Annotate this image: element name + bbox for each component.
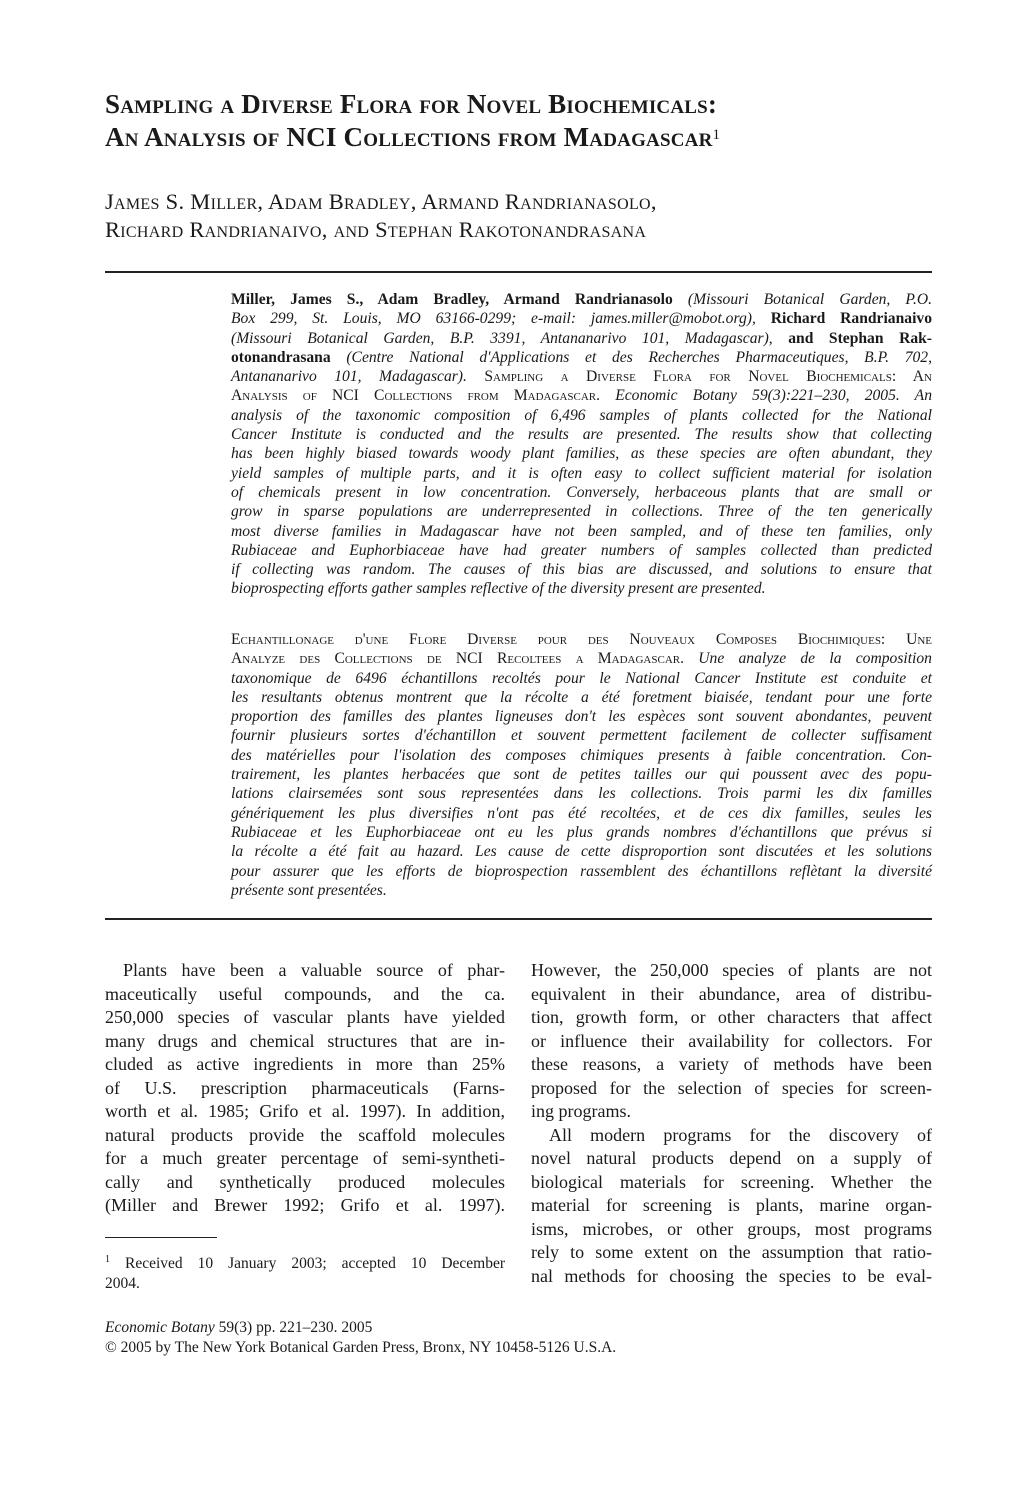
- title-line-2: An Analysis of NCI Collections from Madagascar$^1$: [105, 122, 721, 152]
- title-line-1: Sampling a Diverse Flora for Novel Biochemicals:: [105, 89, 718, 119]
- body-line: cluded as active ingredients in more than 25%: [105, 1054, 505, 1074]
- footnote-divider: [105, 1237, 217, 1238]
- body-line: maceutically useful compounds, and the ca.: [105, 983, 505, 1004]
- abstract-line: [231, 367, 932, 386]
- footnote: [105, 1250, 505, 1293]
- article-title: [105, 88, 720, 154]
- footnote-mark: 1: [105, 1254, 110, 1265]
- text-run: if collecting was random. The causes of this bias are discussed, and solutions to ensure that: [231, 561, 932, 579]
- abstract-line: [231, 746, 932, 765]
- text-run: (Missouri Botanical Garden, P.O.: [687, 291, 933, 308]
- text-run: Sampling a Diverse Flora for Novel Biochemicals: An: [484, 368, 932, 386]
- body-line: All modern programs for the discovery of: [549, 1124, 932, 1145]
- abstract-french: [231, 630, 932, 900]
- abstract-line: [231, 560, 932, 579]
- abstract-line: [231, 862, 932, 881]
- text-run: Echantillonage d'une Flore Diverse pour des Nouveaux Composes Biochimiques: Une: [231, 631, 932, 648]
- text-run: most diverse families in Madagascar have not been sampled, and of these ten families, only: [231, 522, 932, 540]
- body-line: for a much greater percentage of semi-syntheti-: [105, 1148, 505, 1168]
- abstract-line: [231, 823, 932, 842]
- text-run: proportion des familles des plantes ligneuses don't les espèces sont souvent abondantes, peuvent: [231, 708, 932, 726]
- abstract-line: [231, 309, 932, 328]
- copyright-notice: © 2005 by The New York Botanical Garden Press, Bronx, NY 10458-5126 U.S.A.: [105, 1338, 617, 1356]
- text-run: has been highly biased towards woody plant families, as these species are often abundant, they: [231, 445, 932, 463]
- abstract-english: [231, 290, 932, 599]
- authors-line-2: Richard Randrianaivo, and Stephan Rakotonandrasana: [105, 217, 647, 242]
- citation-detail: 59(3) pp. 221–230. 2005: [214, 1319, 373, 1336]
- authors-line-1: James S. Miller, Adam Bradley, Armand Randrianasolo,: [105, 189, 657, 214]
- abstract-line: [231, 765, 932, 784]
- body-line: worth et al. 1985; Grifo et al. 1997). In addition,: [105, 1101, 505, 1121]
- text-run: des matérielles pour l'isolation des composes chimiques presents à faible concentration. Con-: [231, 746, 932, 764]
- text-run: Rubiaceae and Euphorbiaceae have had greater numbers of samples collected than predicted: [231, 541, 932, 559]
- text-run: of chemicals present in low concentration. Conversely, herbaceous plants that are small or: [231, 483, 932, 501]
- body-line: these reasons, a variety of methods have been: [531, 1054, 932, 1074]
- body-line: of U.S. prescription pharmaceuticals (Farns-: [105, 1077, 505, 1098]
- abstract-line: [231, 707, 932, 726]
- text-run: analysis of the taxonomic composition of 6,496 samples of plants collected for the National: [231, 406, 932, 424]
- page-footer: [105, 1318, 616, 1357]
- abstract-line: [231, 881, 932, 900]
- author-list: [105, 188, 657, 244]
- text-run: Miller, James S., Adam Bradley, Armand Randrianasolo: [231, 291, 688, 308]
- abstract-line: [231, 444, 932, 463]
- body-line: (Miller and Brewer 1992; Grifo et al. 1997).: [105, 1195, 505, 1215]
- body-paragraph: [531, 1124, 932, 1289]
- body-line: biological materials for screening. Whether the: [531, 1171, 932, 1192]
- text-run: Box 299, St. Louis, MO 63166-0299; e-mail: james.miller@mobot.org),: [231, 310, 771, 328]
- text-run: génériquement les plus diversifies n'ont pas été recoltées, et de ces dix familles, seules les: [231, 804, 932, 822]
- text-run: yield samples of multiple parts, and it is often easy to collect sufficient material for isolation: [231, 464, 932, 482]
- text-run: taxonomique de 6496 échantillons recoltés pour le National Cancer Institute est conduite et: [231, 669, 932, 687]
- body-line: equivalent in their abundance, area of distribu-: [531, 983, 932, 1004]
- abstract-line: [231, 688, 932, 707]
- journal-name: Economic Botany: [105, 1319, 215, 1336]
- body-column-left: [105, 959, 505, 1218]
- body-paragraph: [531, 959, 932, 1124]
- abstract-line: [231, 329, 932, 348]
- abstract-line: [231, 726, 932, 745]
- footnote-line-1: [105, 1250, 505, 1274]
- abstract-line: [231, 425, 932, 444]
- body-column-right: [531, 959, 932, 1288]
- body-paragraph: [105, 959, 505, 1218]
- abstract-line: [231, 804, 932, 823]
- text-run: Economic Botany 59(3):221–230, 2005. An: [615, 387, 932, 405]
- abstract-line: [231, 502, 932, 521]
- abstract-line: [231, 784, 932, 803]
- text-run: trairement, les plantes herbacées que sont de petites tailles our qui poussent avec des popu-: [231, 766, 932, 784]
- abstract-line: [231, 630, 932, 649]
- abstract-line: [231, 464, 932, 483]
- body-line: nal methods for choosing the species to be eval-: [531, 1265, 932, 1286]
- body-line: novel natural products depend on a supply of: [531, 1148, 932, 1168]
- text-run: and Stephan Rak-: [788, 329, 932, 347]
- abstract-line: [231, 842, 932, 861]
- body-line: cally and synthetically produced molecules: [105, 1171, 505, 1192]
- text-run: Richard Randrianaivo: [770, 310, 932, 328]
- abstract-line: [231, 522, 932, 541]
- abstract-line: [231, 386, 932, 405]
- text-run: (Centre National d'Applications et des Recherches Pharmaceutiques, B.P. 702,: [346, 348, 932, 366]
- abstract-line: [231, 669, 932, 688]
- body-line: 250,000 species of vascular plants have yielded: [105, 1007, 505, 1027]
- abstract-line: [231, 290, 932, 309]
- footnote-line-2: 2004.: [105, 1274, 140, 1292]
- body-line: many drugs and chemical structures that are in-: [105, 1030, 505, 1051]
- text-run: Analysis of NCI Collections from Madagascar.: [231, 387, 616, 405]
- text-run: fournir plusieurs sortes d'échantillon et souvent permettent facilement de collecter suffisament: [231, 727, 932, 745]
- abstract-line: [231, 541, 932, 560]
- text-run: lations clairsemées sont sous representées dans les collections. Trois parmi les dix familles: [231, 785, 932, 803]
- body-line: or influence their availability for collectors. For: [531, 1030, 932, 1051]
- body-line: Plants have been a valuable source of phar-: [123, 960, 505, 980]
- text-run: présente sont presentées.: [231, 881, 387, 899]
- text-run: Rubiaceae et les Euphorbiaceae ont eu les plus grands nombres d'échantillons que prévus si: [231, 823, 932, 841]
- footnote-text: Received 10 January 2003; accepted 10 December: [110, 1255, 505, 1273]
- body-line: rely to some extent on the assumption that ratio-: [531, 1242, 932, 1262]
- text-run: les resultants obtenus montrent que la récolte a été foretment biaisée, tendant pour une forte: [231, 688, 932, 706]
- top-divider: [105, 271, 932, 273]
- text-run: grow in sparse populations are underrepresented in collections. Three of the ten generically: [231, 503, 932, 521]
- body-line: isms, microbes, or other groups, most programs: [531, 1218, 932, 1239]
- body-line: natural products provide the scaffold molecules: [105, 1124, 505, 1145]
- text-run: Analyze des Collections de NCI Recoltees a Madagascar.: [231, 650, 699, 668]
- text-run: pour assurer que les efforts de bioprospection rassemblent des échantillons reflètant la diversité: [231, 862, 932, 880]
- abstract-line: [231, 483, 932, 502]
- abstract-line: [231, 406, 932, 425]
- text-run: la récolte a été fait au hazard. Les cause de cette disproportion sont discutées et les solutions: [231, 843, 932, 861]
- body-line: tion, growth form, or other characters that affect: [531, 1007, 932, 1027]
- text-run: bioprospecting efforts gather samples reflective of the diversity present are presented.: [231, 580, 766, 598]
- body-line: However, the 250,000 species of plants are not: [531, 960, 932, 980]
- body-line: proposed for the selection of species for screen-: [531, 1077, 932, 1098]
- text-run: Une analyze de la composition: [698, 650, 932, 668]
- body-line: material for screening is plants, marine organ-: [531, 1195, 932, 1215]
- abstract-line: [231, 649, 932, 668]
- abstract-divider: [105, 918, 932, 920]
- abstract-line: [231, 348, 932, 367]
- journal-citation: [105, 1318, 616, 1338]
- abstract-line: [231, 579, 932, 598]
- text-run: Cancer Institute is conducted and the results are presented. The results show that collecting: [231, 426, 932, 444]
- body-line: ing programs.: [531, 1101, 631, 1121]
- title-footnote-mark: 1: [712, 127, 721, 143]
- text-run: Antananarivo 101, Madagascar).: [231, 368, 485, 386]
- text-run: otonandrasana: [231, 348, 347, 366]
- text-run: (Missouri Botanical Garden, B.P. 3391, Antananarivo 101, Madagascar),: [231, 329, 789, 347]
